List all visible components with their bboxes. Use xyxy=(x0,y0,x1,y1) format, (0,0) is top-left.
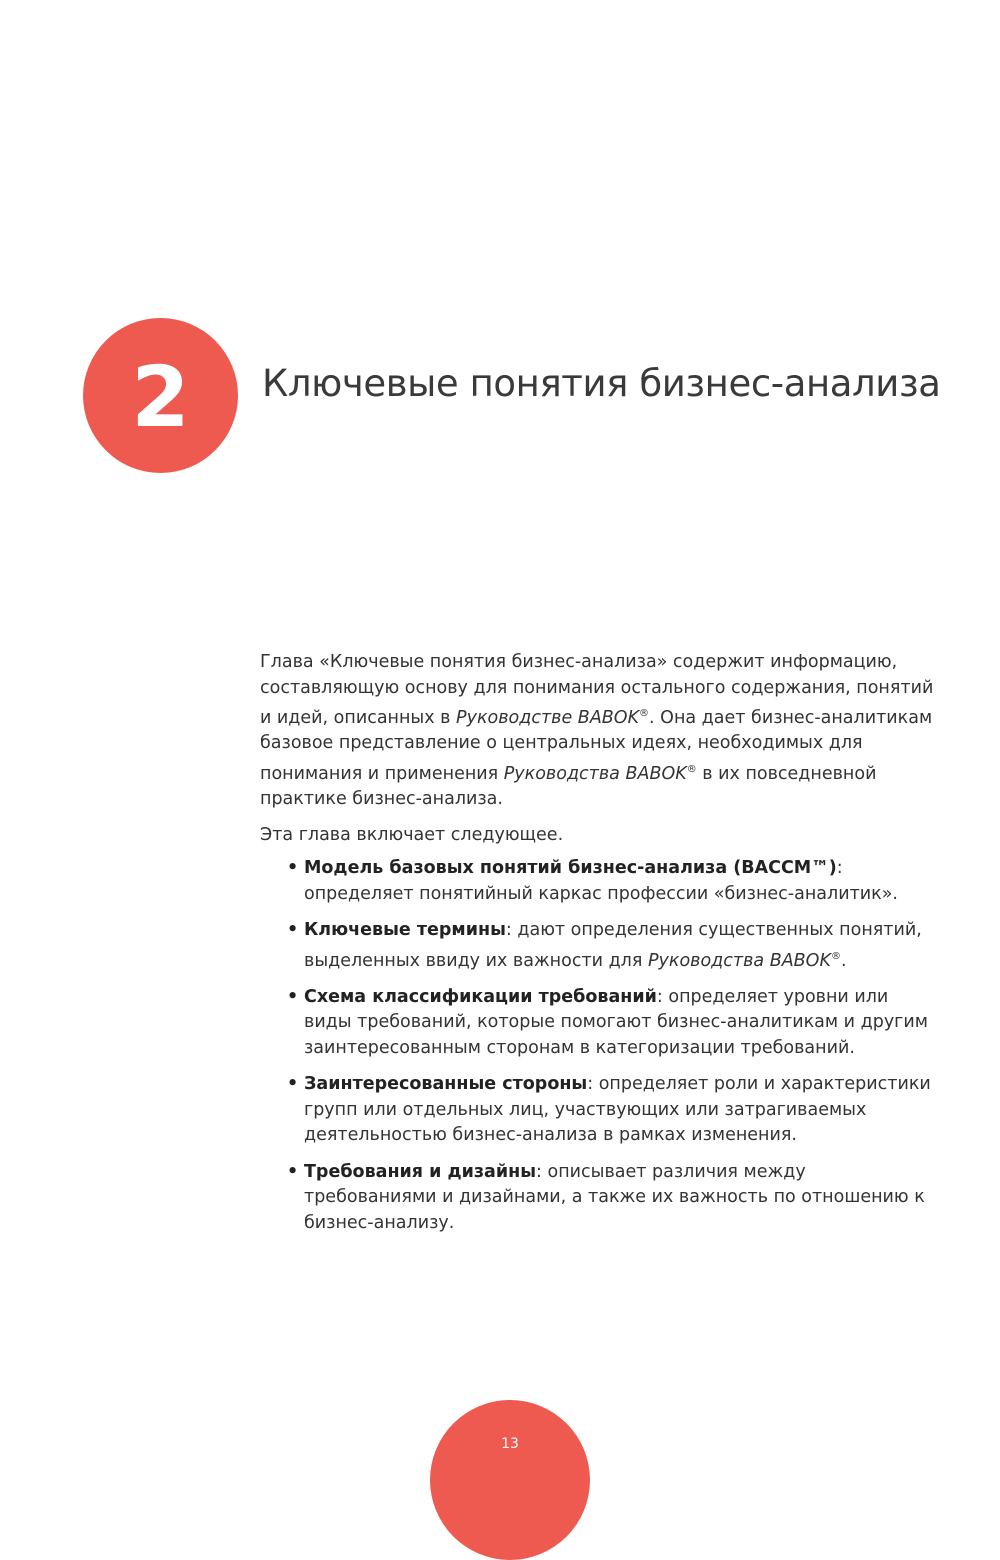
bullet-icon: • xyxy=(287,1074,299,1095)
intro-text-part2: . Она дает бизнес-аналитикам базовое представление о центральных идеях, необходимых для понимания и применения xyxy=(260,707,933,784)
chapter-number: 2 xyxy=(131,347,190,446)
list-item xyxy=(260,1160,940,1237)
chapter-title: Ключевые понятия бизнес-анализа xyxy=(262,362,941,405)
bullet-icon: • xyxy=(287,986,299,1007)
item-description: : определяет роли и характеристики групп или отдельных лиц, участвующих или затрагиваемых деятельностью бизнес-анализа в рамках изменения. xyxy=(304,1074,931,1146)
page-number-badge xyxy=(430,1400,590,1560)
bullet-icon: • xyxy=(287,858,299,879)
intro-registered-mark1: ® xyxy=(639,708,650,719)
bullet-icon: • xyxy=(287,920,299,941)
item-term: Ключевые термины xyxy=(304,920,506,941)
list-item xyxy=(260,985,940,1062)
item-description: : определяет уровни или виды требований, которые помогают бизнес-аналитикам и другим заинтересованным сторонам в категоризации требований. xyxy=(304,986,928,1058)
list-item xyxy=(260,856,940,907)
intro-paragraph xyxy=(260,650,940,813)
list-item xyxy=(260,1072,940,1149)
item-registered-mark: ® xyxy=(830,950,841,962)
item-babok-ref: Руководства BABOK xyxy=(647,950,831,971)
chapter-number-badge xyxy=(83,318,238,473)
item-description: : дают определения существенных понятий, выделенных ввиду их важности для xyxy=(304,920,922,971)
intro-registered-mark2: ® xyxy=(686,763,697,775)
item-term: Заинтересованные стороны xyxy=(304,1074,588,1095)
intro-babok-ref2: Руководства BABOK xyxy=(503,763,687,784)
item-term: Схема классификации требований xyxy=(304,986,657,1007)
includes-lead: Эта глава включает следующее. xyxy=(260,824,564,845)
intro-babok-ref1: Руководстве BABOK xyxy=(456,707,640,728)
item-end: . xyxy=(840,950,847,971)
item-description: : определяет понятийный каркас профессии «бизнес-аналитик». xyxy=(304,858,898,904)
item-term: Модель базовых понятий бизнес-анализа (BACCM™) xyxy=(304,858,837,879)
page-number: 13 xyxy=(501,1436,519,1452)
list-item xyxy=(260,918,940,974)
item-description: : описывает различия между требованиями и дизайнами, а также их важность по отношению к бизнес-анализу. xyxy=(304,1161,925,1233)
intro-text-part1: Глава «Ключевые понятия бизнес-анализа» содержит информацию, составляющую основу для понимания остального содержания, понятий и идей, описанных в xyxy=(260,652,934,728)
intro-text-part3: в их повседневной практике бизнес-анализа. xyxy=(260,763,877,810)
bullet-icon: • xyxy=(287,1161,299,1182)
topics-list xyxy=(260,856,940,1236)
chapter-body xyxy=(260,650,940,1247)
item-term: Требования и дизайны xyxy=(304,1161,537,1182)
